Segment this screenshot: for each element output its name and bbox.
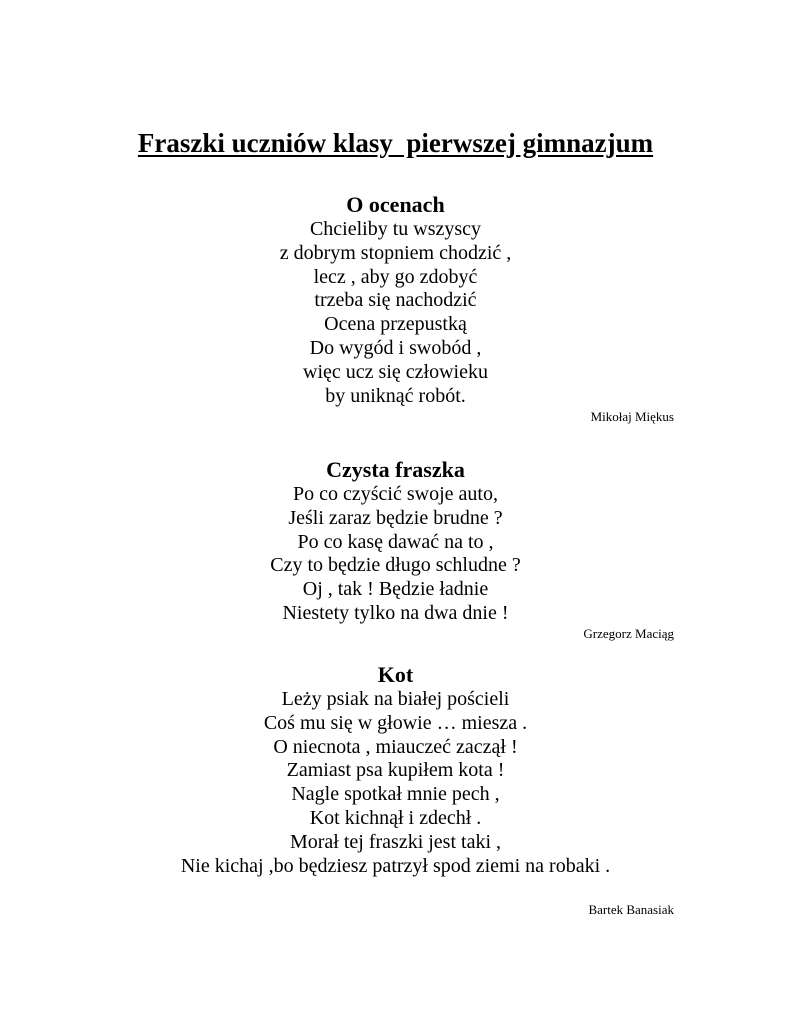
poem-author: Bartek Banasiak xyxy=(588,902,674,917)
poem-line: Czy to będzie długo schludne ? xyxy=(270,554,521,577)
poem-line: lecz , aby go zdobyć xyxy=(313,265,478,288)
poem-line: Do wygód i swobód , xyxy=(309,336,482,359)
poem-line: z dobrym stopniem chodzić , xyxy=(279,241,512,264)
poem-title: Czysta fraszka xyxy=(326,457,465,482)
poem-kot xyxy=(0,662,791,878)
poem-line: Leży psiak na białej pościeli xyxy=(281,688,510,710)
poem-lines xyxy=(0,483,791,626)
poem-line: Kot kichnął i zdechł . xyxy=(309,806,482,829)
poem-line: Nagle spotkał mnie pech , xyxy=(291,783,500,806)
page-title: Fraszki uczniów klasy pierwszej gimnazjum xyxy=(137,128,654,158)
poem-author: Mikołaj Miękus xyxy=(590,409,674,424)
poem-line: Morał tej fraszki jest taki , xyxy=(289,830,502,853)
poem-o-ocenach xyxy=(0,192,791,408)
poem-line: O niecnota , miauczeć zaczął ! xyxy=(273,735,518,758)
poem-line: więc ucz się człowieku xyxy=(303,360,488,383)
poem-lines xyxy=(0,218,791,408)
poem-line: Coś mu się w głowie … miesza . xyxy=(263,711,528,734)
poem-line: Jeśli zaraz będzie brudne ? xyxy=(288,506,503,529)
poem-line: Po co kasę dawać na to , xyxy=(297,530,494,553)
poem-title: O ocenach xyxy=(346,192,445,217)
poem-line: by uniknąć robót. xyxy=(325,384,466,407)
poem-title: Kot xyxy=(377,662,414,687)
poem-line: Zamiast psa kupiłem kota ! xyxy=(286,759,505,782)
poem-line: Nie kichaj ,bo będziesz patrzył spod ziemi na robaki . xyxy=(180,854,611,877)
poem-line: Chcieliby tu wszyscy xyxy=(309,218,482,240)
poem-author: Grzegorz Maciąg xyxy=(583,626,674,641)
poem-line: Niestety tylko na dwa dnie ! xyxy=(282,601,509,624)
poem-line: Oj , tak ! Będzie ładnie xyxy=(302,578,489,601)
poem-line: Po co czyścić swoje auto, xyxy=(293,483,498,505)
poem-lines xyxy=(0,688,791,878)
poem-line: Ocena przepustką xyxy=(324,313,467,336)
poem-line: trzeba się nachodzić xyxy=(314,289,477,312)
poem-czysta-fraszka xyxy=(0,457,791,626)
